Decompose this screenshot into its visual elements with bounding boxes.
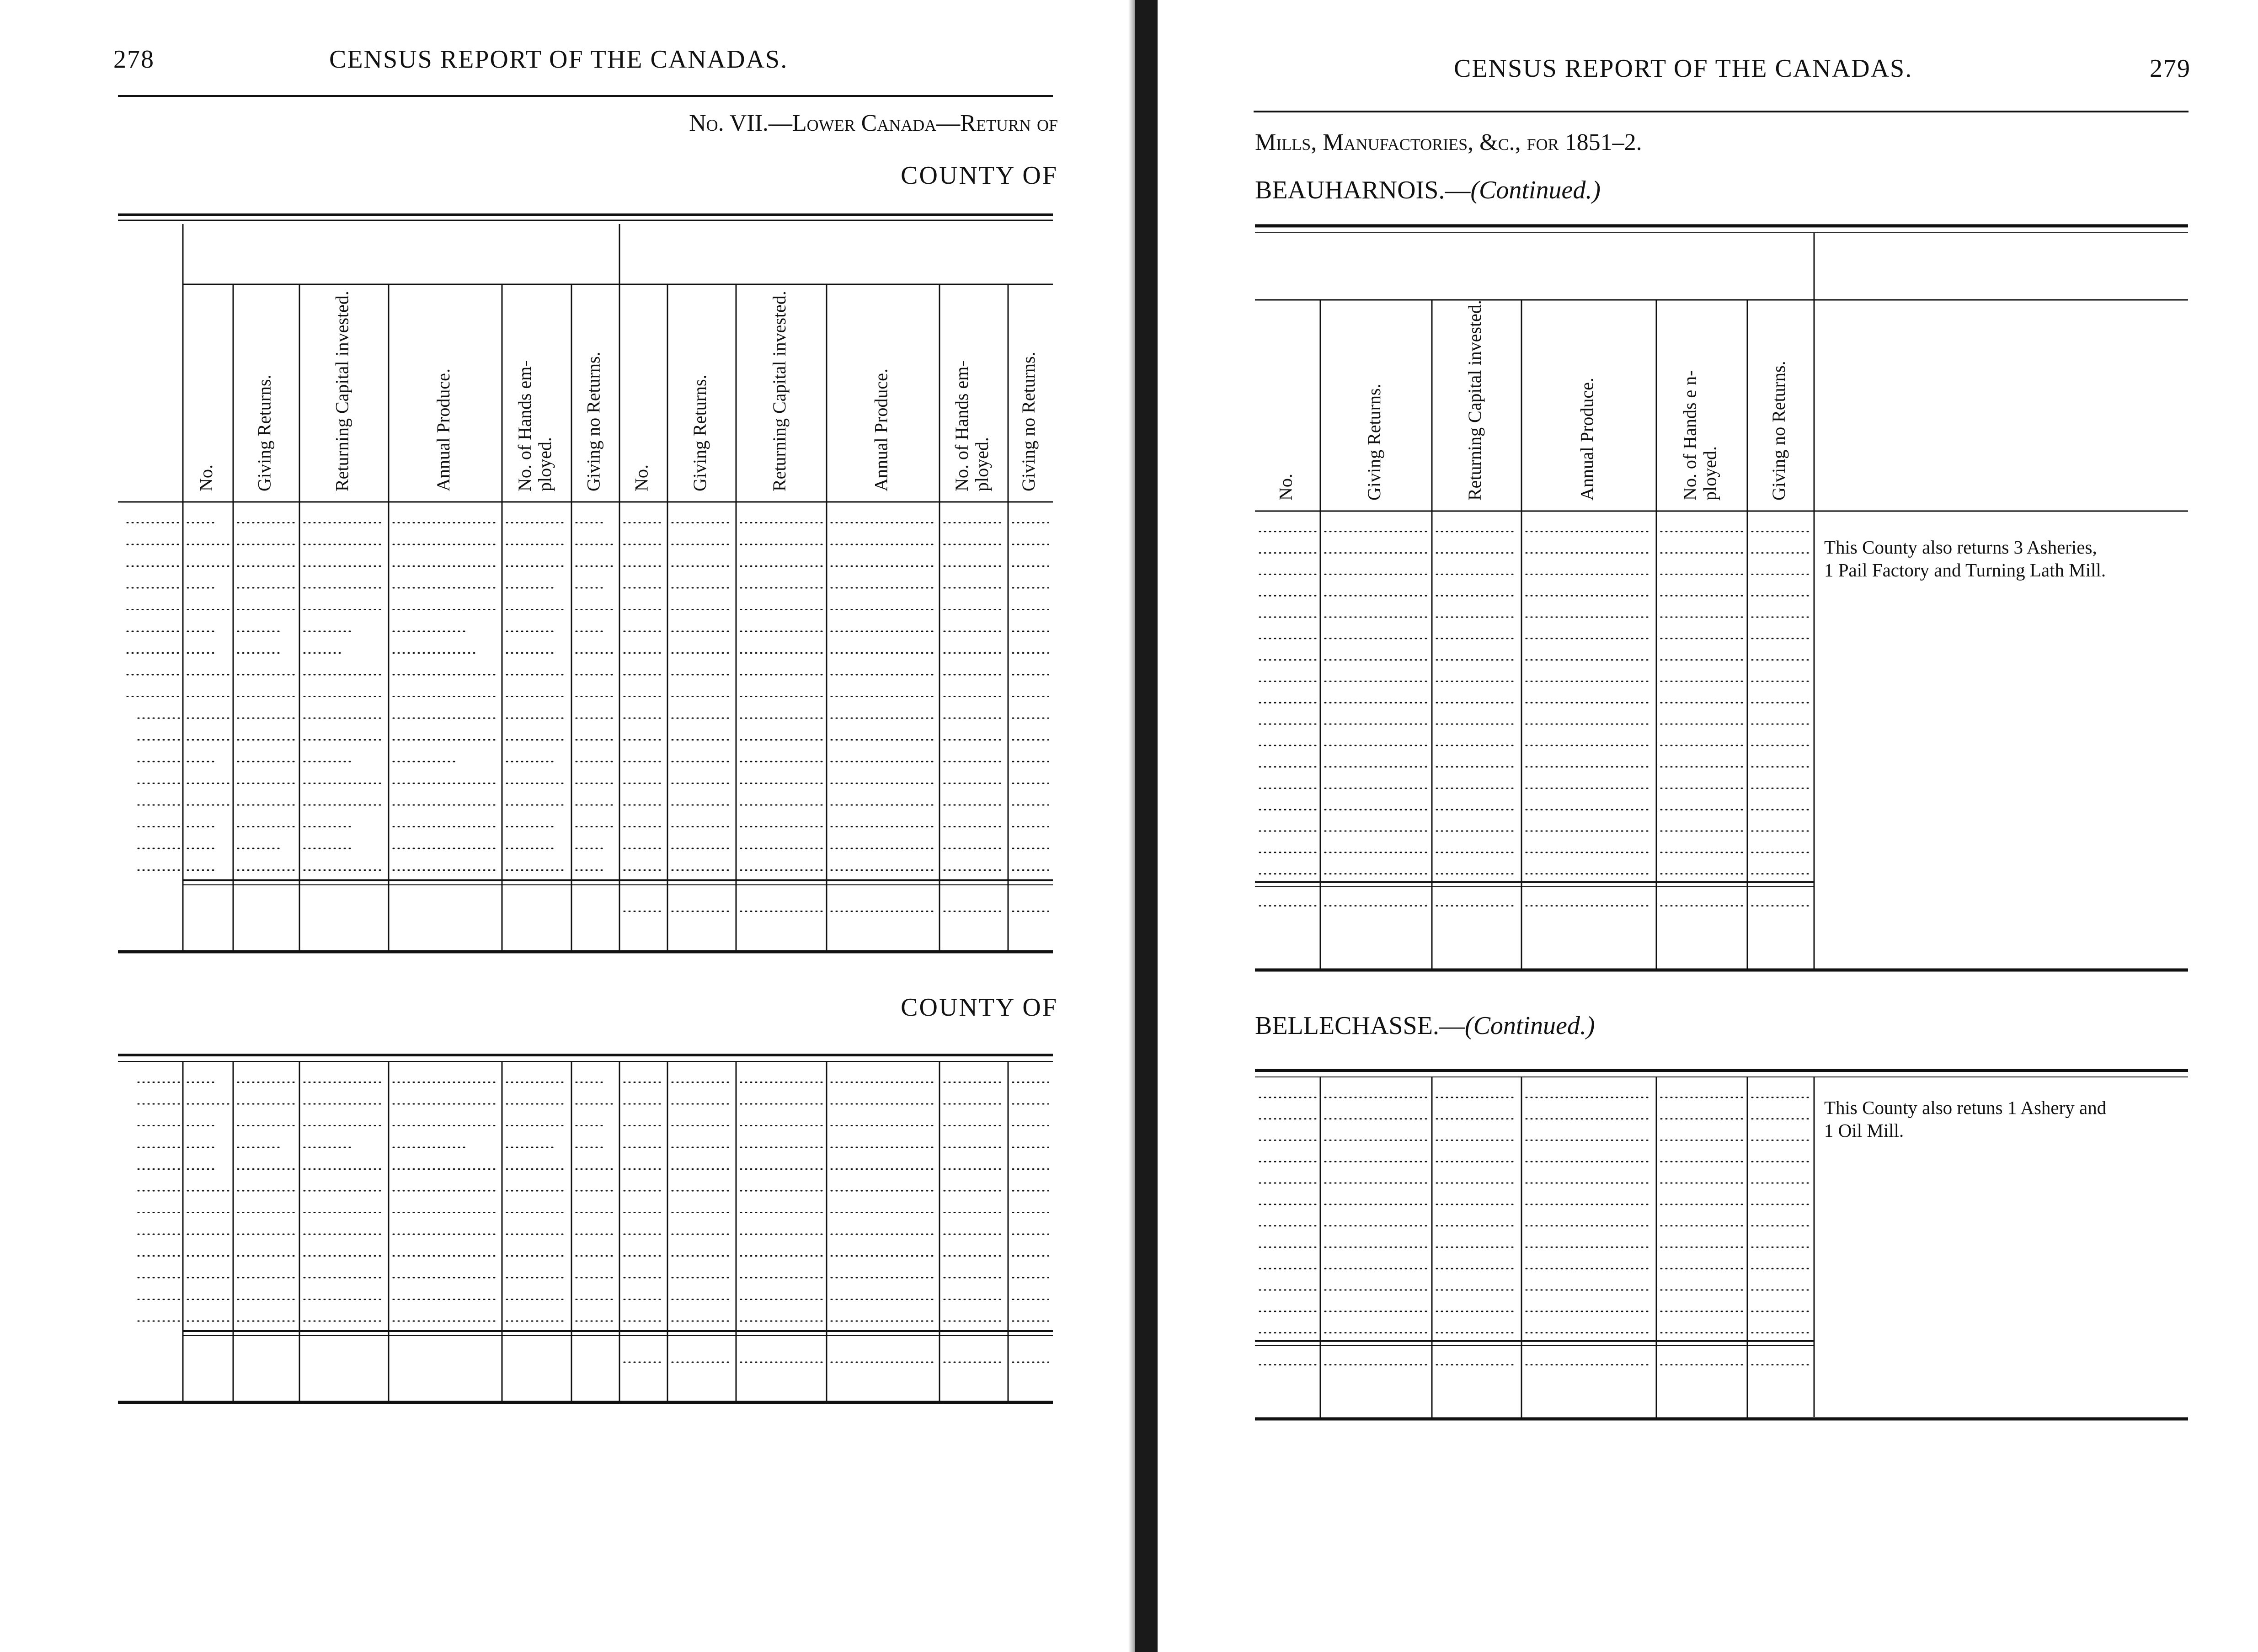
column-header: No. [196, 464, 217, 491]
column-header: Annual Produce. [870, 368, 891, 491]
section-bellechasse-name: BELLECHASSE.— [1255, 1012, 1465, 1040]
section-beauharnois-name: BEAUHARNOIS.— [1255, 176, 1471, 204]
column-header: Giving no Returns. [583, 352, 604, 491]
column-header: ployed. [1699, 446, 1720, 501]
county-label-1: COUNTY OF [901, 161, 1058, 190]
left-title: No. VII.—Lower Canada—Return of [689, 110, 1058, 136]
column-header: Returning Capital invested. [331, 291, 352, 491]
right-title: Mills, Manufactories, &c., for 1851–2. [1255, 129, 1642, 155]
column-header: No. of Hands e n- [1679, 370, 1700, 501]
column-header: Returning Capital invested. [769, 291, 790, 491]
right-page-number: 279 [2150, 54, 2191, 83]
column-header: No. of Hands em- [951, 360, 972, 491]
column-header: Giving Returns. [689, 374, 710, 491]
column-header: No. [1275, 474, 1296, 501]
right-running-head: CENSUS REPORT OF THE CANADAS. [1454, 54, 1913, 83]
left-page-number: 278 [113, 45, 155, 74]
column-header: Annual Produce. [433, 368, 454, 491]
bellechasse-note: This County also retuns 1 Ashery and 1 Oil Mill. [1824, 1097, 2107, 1141]
column-header: No. of Hands em- [514, 360, 535, 491]
section-beauharnois-continued: (Continued.) [1470, 176, 1601, 204]
column-header: ployed. [972, 437, 993, 491]
county-label-2: COUNTY OF [901, 993, 1058, 1022]
column-header: Giving Returns. [254, 374, 275, 491]
right-page-tables [1129, 0, 2258, 1652]
column-header: Giving Returns. [1364, 384, 1385, 501]
left-running-head: CENSUS REPORT OF THE CANADAS. [329, 45, 788, 74]
column-header: Annual Produce. [1576, 378, 1597, 501]
beauharnois-note: This County also returns 3 Asheries, 1 Pail Factory and Turning Lath Mill. [1824, 537, 2106, 581]
column-header: ployed. [534, 437, 555, 491]
column-header: Giving no Returns. [1768, 361, 1789, 501]
column-header: No. [631, 464, 652, 491]
column-header: Giving no Returns. [1018, 352, 1039, 491]
section-bellechasse-continued: (Continued.) [1464, 1012, 1595, 1040]
column-header: Returning Capital invested. [1464, 300, 1485, 501]
